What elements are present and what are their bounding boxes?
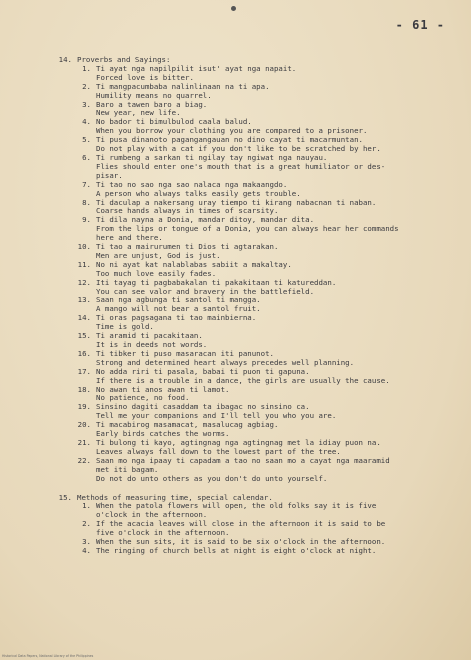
item-number: 6. (82, 152, 91, 162)
item-text (96, 154, 455, 181)
section-title: Methods of measuring time, special calendar. (77, 492, 273, 502)
item-number: 9. (82, 215, 91, 225)
list-item (76, 403, 455, 421)
item-line: It is in deeds not words. (96, 340, 208, 349)
item-line: met iti bagam. (96, 464, 159, 474)
item-line: Saan mo nga ipaay ti capadam a tao no saan mo a cayat nga maaramid (96, 455, 390, 465)
item-text (96, 199, 455, 217)
item-line: When the patola flowers will open, the old folks say it is five (96, 501, 377, 511)
item-text (96, 181, 455, 199)
list-item (76, 368, 455, 386)
section-gap (50, 484, 455, 494)
item-number: 3. (82, 99, 91, 109)
item-line: here and there. (96, 233, 163, 243)
list-item (76, 502, 455, 520)
item-number: 22. (77, 455, 91, 465)
item-line: Humility means no quarrel. (96, 90, 212, 100)
section-number: 14. (58, 55, 72, 64)
list-item (76, 457, 455, 484)
item-text (96, 421, 455, 439)
item-line: Coarse hands always in times of scarsity. (96, 206, 279, 216)
list-item (76, 296, 455, 314)
item-line: Do not play with a cat if you don't like to be scratched by her. (96, 144, 381, 154)
item-number: 3. (82, 537, 91, 547)
document-body (50, 56, 455, 556)
list-item (76, 199, 455, 217)
item-text (96, 403, 455, 421)
item-line: Iti tayag ti pagbabakalan ti pakakitaan ti katureddan. (96, 277, 337, 287)
list-item (76, 314, 455, 332)
list-item (76, 350, 455, 368)
archive-footer: Historical Data Papers, National Library of the Philippines (2, 654, 94, 658)
item-line: Ti daculap a nakersang uray tiempo ti kirang nabacnan ti naban. (96, 197, 377, 207)
item-line: Time is gold. (96, 322, 154, 332)
item-number: 14. (77, 313, 91, 323)
item-number: 13. (77, 295, 91, 305)
list-item (76, 154, 455, 181)
item-text (96, 520, 455, 538)
item-line: Sinsino dagiti casaddam ta ibagac no sinsino ca. (96, 402, 310, 412)
list-item (76, 118, 455, 136)
list-item (76, 216, 455, 243)
list-item (76, 101, 455, 119)
item-text (96, 101, 455, 119)
item-text (96, 386, 455, 404)
list-item (76, 279, 455, 297)
item-line: Ti mangpacumbaba nalinlinaan na ti apa. (96, 81, 270, 91)
item-text (96, 547, 455, 556)
item-number: 4. (82, 545, 91, 555)
item-number: 11. (77, 259, 91, 269)
item-text (96, 118, 455, 136)
item-line: Ti aramid ti pacakitaan. (96, 331, 203, 341)
item-text (96, 261, 455, 279)
item-line: Strong and determined heart always precedes well planning. (96, 357, 355, 367)
item-text (96, 136, 455, 154)
item-line: Ti macabirog masamacat, masalucag agbiag. (96, 420, 279, 430)
item-line: Ti rumbeng a sarkan ti ngilay tay ngiwat nga nauyau. (96, 152, 328, 162)
item-line: If the acacia leaves will close in the afternoon it is said to be (96, 519, 386, 529)
item-number: 10. (77, 242, 91, 252)
item-line: Ti tibker ti puso masaracan iti panunot. (96, 348, 274, 358)
item-line: Ti tao no sao nga sao nalaca nga makaangdo. (96, 179, 288, 189)
item-line: New year, new life. (96, 108, 181, 118)
item-line: Early birds catches the worms. (96, 429, 230, 439)
item-line: Saan nga agbunga ti santol ti mangga. (96, 295, 261, 305)
item-line: When the sun sits, it is said to be six o'clock in the afternoon. (96, 537, 386, 547)
item-text (96, 216, 455, 243)
item-line: No adda riri ti pasala, babai ti puon ti gapuna. (96, 366, 310, 376)
item-text (96, 296, 455, 314)
item-number: 4. (82, 117, 91, 127)
item-line: pisar. (96, 170, 123, 180)
list-item (76, 332, 455, 350)
list-item (76, 243, 455, 261)
item-number: 19. (77, 402, 91, 412)
list-item (76, 421, 455, 439)
item-number: 1. (82, 63, 91, 73)
list-item (76, 520, 455, 538)
item-line: You can see valor and bravery in the battlefield. (96, 286, 315, 296)
item-line: The ringing of church bells at night is eight o'clock at night. (96, 545, 377, 555)
item-line: Ti pusa dinanoto pagangangauan no dino cayat ti macarmuntan. (96, 135, 363, 145)
item-line: Ti ayat nga napilpilit isut' ayat nga napait. (96, 63, 297, 73)
item-line: Leaves always fall down to the lowest part of the tree. (96, 446, 341, 456)
item-number: 17. (77, 366, 91, 376)
item-number: 2. (82, 519, 91, 529)
item-text (96, 65, 455, 83)
item-line: Ti dila nayna a Donia, mandar ditoy, mandar dita. (96, 215, 315, 225)
item-line: Ti bulong ti kayo, agtingnag nga agtingnag met la idiay puon na. (96, 437, 381, 447)
item-line: A person who always talks easily gets trouble. (96, 188, 301, 198)
item-line: No ni ayat kat nalablabas sabiit a makaltay. (96, 259, 292, 269)
item-text (96, 83, 455, 101)
item-line: If there is a trouble in a dance, the girls are usually the cause. (96, 375, 390, 385)
item-text (96, 332, 455, 350)
item-number: 15. (77, 331, 91, 341)
item-text (96, 368, 455, 386)
item-number: 16. (77, 348, 91, 358)
punch-hole (231, 6, 236, 11)
item-line: No patience, no food. (96, 393, 190, 403)
item-line: When you borrow your clothing you are compared to a prisoner. (96, 126, 368, 136)
item-line: A mango will not bear a santol fruit. (96, 304, 261, 314)
item-line: Flies should enter one's mouth that is a great humiliator or des- (96, 161, 386, 171)
item-line: five o'clock in the afternoon. (96, 528, 230, 538)
list-item (76, 261, 455, 279)
item-text (96, 502, 455, 520)
list-item (76, 181, 455, 199)
item-text (96, 439, 455, 457)
item-text (96, 279, 455, 297)
list-item (76, 136, 455, 154)
item-line: No awan ti anos awan ti lamot. (96, 384, 230, 394)
item-text (96, 350, 455, 368)
item-line: Ti oras pagsagana ti tao mainbierna. (96, 313, 257, 323)
section-number: 15. (58, 492, 72, 502)
item-line: Forced love is bitter. (96, 72, 194, 82)
item-number: 2. (82, 81, 91, 91)
item-text (96, 243, 455, 261)
section-title: Proverbs and Sayings: (77, 55, 171, 64)
item-line: Ti tao a mairurumen ti Dios ti agtarakan. (96, 242, 279, 252)
item-line: No bador ti bimulbulod caala balud. (96, 117, 252, 127)
list-item (76, 386, 455, 404)
item-number: 21. (77, 437, 91, 447)
list-item (76, 547, 455, 556)
item-number: 7. (82, 179, 91, 189)
item-line: Tell me your companions and I'll tell you who you are. (96, 411, 337, 421)
item-number: 1. (82, 501, 91, 511)
item-line: o'clock in the afternoon. (96, 510, 208, 520)
item-number: 18. (77, 384, 91, 394)
item-number: 8. (82, 197, 91, 207)
item-line: Do not do unto others as you don't do unto yourself. (96, 473, 328, 483)
item-line: Baro a tawen baro a biag. (96, 99, 208, 109)
item-line: From the lips or tongue of a Donia, you can always hear her commands (96, 224, 399, 234)
item-text (96, 457, 455, 484)
list-item (76, 83, 455, 101)
item-number: 12. (77, 277, 91, 287)
item-number: 5. (82, 135, 91, 145)
list-item (76, 65, 455, 83)
page-number: - 61 - (395, 18, 445, 32)
item-line: Too much love easily fades. (96, 268, 217, 278)
time-methods-list (76, 502, 455, 555)
item-line: Men are unjust, God is just. (96, 250, 221, 260)
proverbs-list (76, 65, 455, 484)
item-number: 20. (77, 420, 91, 430)
list-item (76, 439, 455, 457)
item-text (96, 314, 455, 332)
